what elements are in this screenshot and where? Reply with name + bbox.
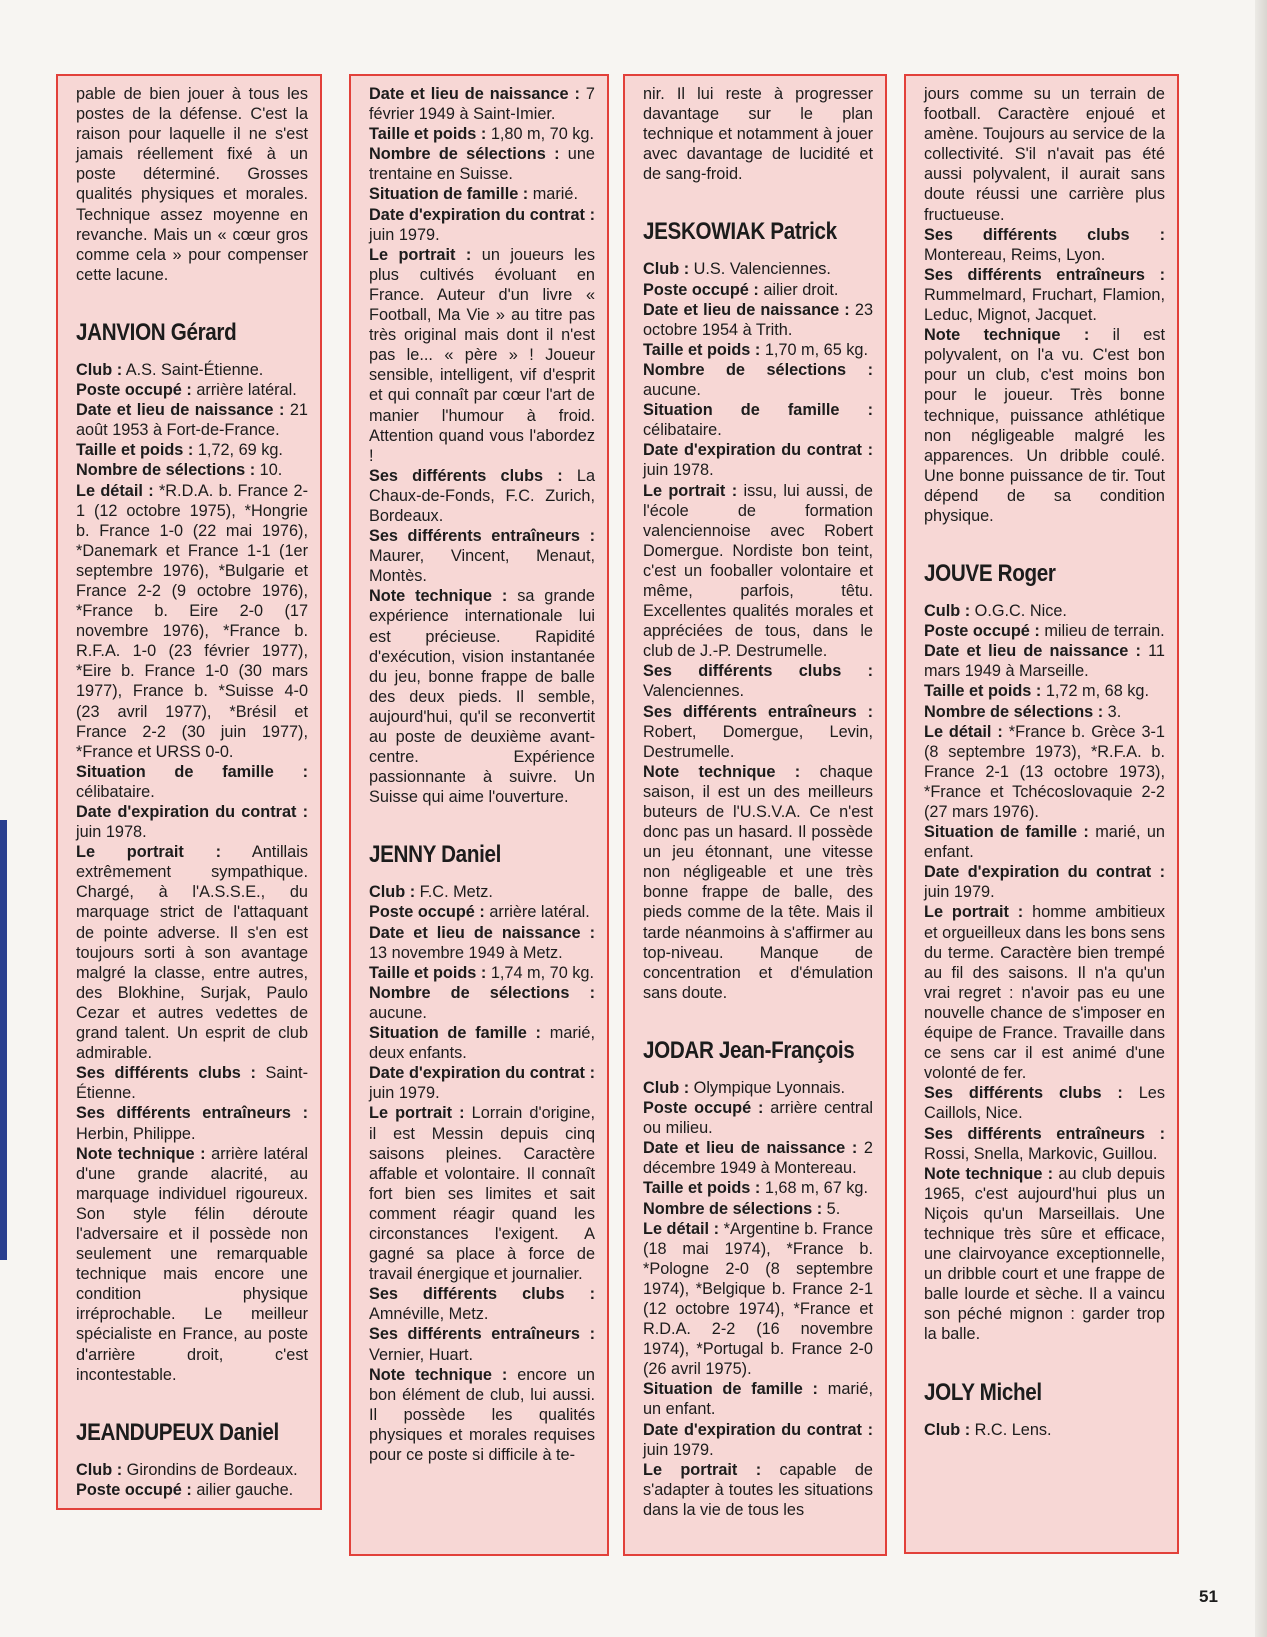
field-label: Le portrait : bbox=[369, 245, 472, 264]
field-value: marié, un enfant. bbox=[924, 823, 1165, 862]
field-label: Taille et poids : bbox=[643, 1179, 761, 1198]
profile-field bbox=[369, 1063, 595, 1103]
profile-field bbox=[643, 259, 873, 279]
profile-field bbox=[643, 1138, 873, 1178]
profile-field bbox=[369, 882, 595, 902]
field-label: Situation de famille : bbox=[643, 401, 873, 420]
field-value: Vernier, Huart. bbox=[369, 1345, 474, 1364]
column-1 bbox=[56, 74, 322, 1510]
field-value: Valenciennes. bbox=[643, 682, 745, 701]
field-label: Le portrait : bbox=[924, 903, 1024, 922]
field-value: 3. bbox=[1103, 702, 1122, 721]
profile-field bbox=[76, 440, 308, 460]
field-value: arrière latéral d'une grande alacrité, au marquage individuel rigoureux. Son style félin déroute l'adversaire et il possède non seulement une remarquable technique mais encore une condition physique irréprochable. Le meilleur spécialiste en France, au poste d'arrière droit, c'est incontestable. bbox=[76, 1144, 308, 1384]
field-label: Le détail : bbox=[76, 481, 154, 500]
field-label: Date et lieu de naissance : bbox=[76, 401, 285, 420]
profile-field bbox=[643, 360, 873, 400]
field-value: Rossi, Snella, Markovic, Guillou. bbox=[924, 1144, 1158, 1163]
field-label: Nombre de sélections : bbox=[76, 461, 256, 480]
field-label: Club : bbox=[643, 1078, 690, 1097]
field-value: juin 1979. bbox=[643, 1440, 714, 1459]
profile-field bbox=[643, 1460, 873, 1520]
field-label: Poste occupé : bbox=[76, 1480, 192, 1499]
profile-field bbox=[369, 963, 595, 983]
profile-field bbox=[369, 205, 595, 245]
field-value: capable de s'adapter à toutes les situations dans la vie de tous les bbox=[643, 1460, 873, 1519]
field-value: 10. bbox=[255, 461, 283, 480]
column-3 bbox=[623, 74, 887, 1556]
profile-field bbox=[924, 822, 1165, 862]
profile-field bbox=[76, 1144, 308, 1385]
profile-field bbox=[924, 325, 1165, 526]
field-label: Ses différents entraîneurs : bbox=[643, 702, 873, 721]
field-label: Ses différents clubs : bbox=[924, 1084, 1123, 1103]
field-label: Situation de famille : bbox=[76, 762, 308, 781]
player-name-heading: JENNY Daniel bbox=[369, 841, 502, 869]
profile-field bbox=[924, 621, 1165, 641]
field-value: célibataire. bbox=[76, 782, 155, 801]
field-value: sa grande expérience internationale lui est précieuse. Rapidité d'exécution, vision instantanée du jeu, bonne frappe de balle des deux pieds. Il semble, aujourd'hui, qu'il se reconvertit au poste de deuxième avant-centre. Expérience passionnante à suivre. Un Suisse qui aime l'ouverture. bbox=[369, 587, 595, 807]
field-label: Club : bbox=[76, 360, 123, 379]
profile-field bbox=[369, 1103, 595, 1284]
profile-field bbox=[924, 1164, 1165, 1345]
field-label: Ses différents clubs : bbox=[76, 1064, 256, 1083]
profile-field bbox=[643, 1178, 873, 1198]
field-label: Date et lieu de naissance : bbox=[643, 300, 850, 319]
field-label: Club : bbox=[924, 1420, 971, 1439]
field-value: F.C. Metz. bbox=[415, 883, 493, 902]
field-label: Culb : bbox=[924, 602, 971, 621]
field-value: R.C. Lens. bbox=[970, 1420, 1052, 1439]
field-value: ailier droit. bbox=[758, 280, 839, 299]
field-value: 1,80 m, 70 kg. bbox=[486, 125, 595, 144]
field-value: 7 février 1949 à Saint-Imier. bbox=[369, 85, 595, 124]
field-value: 1,74 m, 70 kg. bbox=[486, 963, 595, 982]
field-label: Date et lieu de naissance : bbox=[369, 923, 595, 942]
profile-field bbox=[643, 440, 873, 480]
player-name-heading: JESKOWIAK Patrick bbox=[643, 218, 837, 246]
field-value: juin 1979. bbox=[369, 1084, 440, 1103]
field-value: marié, un enfant. bbox=[643, 1380, 873, 1419]
profile-field bbox=[369, 983, 595, 1023]
field-value: arrière latéral. bbox=[484, 903, 590, 922]
field-value: Herbin, Philippe. bbox=[76, 1124, 196, 1143]
profile-field bbox=[643, 762, 873, 1003]
field-value: aucune. bbox=[643, 381, 701, 400]
field-value: 5. bbox=[822, 1199, 841, 1218]
field-value: au club depuis 1965, c'est aujourd'hui plus un Niçois qu'un Marseillais. Une technique très sûre et efficace, une clairvoyance exceptionnelle, un dribble court et une frappe de balle lourde et sèche. Il a vaincu son péché mignon : garder trop la balle. bbox=[924, 1164, 1165, 1344]
profile-field bbox=[76, 380, 308, 400]
field-label: Le portrait : bbox=[369, 1104, 465, 1123]
profile-field bbox=[643, 1199, 873, 1219]
field-label: Date d'expiration du contrat : bbox=[924, 863, 1165, 882]
profile-field bbox=[924, 902, 1165, 1083]
profile-field bbox=[369, 1284, 595, 1324]
profile-field bbox=[369, 1023, 595, 1063]
field-value: juin 1978. bbox=[76, 823, 147, 842]
field-value: U.S. Valenciennes. bbox=[689, 260, 831, 279]
field-label: Note technique : bbox=[76, 1144, 206, 1163]
field-label: Nombre de sélections : bbox=[924, 702, 1104, 721]
player-name-heading: JANVION Gérard bbox=[76, 318, 237, 346]
profile-field bbox=[643, 1420, 873, 1460]
field-label: Poste occupé : bbox=[643, 280, 759, 299]
field-label: Date d'expiration du contrat : bbox=[643, 1420, 873, 1439]
profile-field bbox=[643, 1078, 873, 1098]
field-label: Ses différents entraîneurs : bbox=[369, 1325, 595, 1344]
continued-text: jours comme su un terrain de football. Caractère enjoué et amène. Toujours au service de la collectivité. S'il n'avait pas été aussi polyvalent, il aurait sans doute réussi une carrière plus fructueuse. bbox=[924, 85, 1165, 224]
field-value: milieu de terrain. bbox=[1039, 622, 1165, 641]
profile-field bbox=[643, 702, 873, 762]
profile-field bbox=[76, 400, 308, 440]
field-label: Ses différents clubs : bbox=[924, 225, 1165, 244]
profile-field bbox=[643, 1098, 873, 1138]
profile-field bbox=[369, 144, 595, 184]
field-value: issu, lui aussi, de l'école de formation valenciennoise avec Robert Domergue. Nordiste bon teint, c'est un fooballer volontaire et même, parfois, têtu. Excellentes qualités morales et appréciées de tous, dans le club de J.-P. Destrumelle. bbox=[643, 481, 873, 661]
profile-field bbox=[369, 466, 595, 526]
field-value: juin 1978. bbox=[643, 461, 714, 480]
field-value: 1,68 m, 67 kg. bbox=[760, 1179, 869, 1198]
field-value: Les Caillols, Nice. bbox=[924, 1084, 1165, 1123]
column-2 bbox=[349, 74, 609, 1556]
field-label: Situation de famille : bbox=[369, 1024, 541, 1043]
profile-field bbox=[76, 1063, 308, 1103]
field-label: Date et lieu de naissance : bbox=[643, 1139, 858, 1158]
field-label: Date d'expiration du contrat : bbox=[369, 1064, 595, 1083]
profile-field bbox=[76, 802, 308, 842]
field-label: Date et lieu de naissance : bbox=[369, 85, 580, 103]
field-value: célibataire. bbox=[643, 421, 722, 440]
continued-text: nir. Il lui reste à progresser davantage sur le plan technique et notamment à jouer avec davantage de lucidité et de sang-froid. bbox=[643, 85, 873, 184]
profile-field bbox=[76, 460, 308, 480]
profile-field bbox=[643, 481, 873, 662]
field-value: Amnéville, Metz. bbox=[369, 1305, 489, 1324]
field-label: Date d'expiration du contrat : bbox=[76, 803, 308, 821]
field-value: il est polyvalent, on l'a vu. C'est bon pour un club, c'est moins bon pour le joueur. Très bonne technique, puissance athlétique non négligeable malgré les apparences. Un dribble coulé. Une bonne puissance de tir. Tout dépend de sa condition physique. bbox=[924, 326, 1165, 525]
field-label: Nombre de sélections : bbox=[643, 1199, 823, 1218]
field-label: Taille et poids : bbox=[643, 340, 761, 359]
field-label: Ses différents clubs : bbox=[369, 466, 563, 485]
field-label: Poste occupé : bbox=[76, 381, 192, 400]
field-value: juin 1979. bbox=[369, 225, 440, 244]
field-value: chaque saison, il est un des meilleurs buteurs de l'U.S.V.A. Ce n'est donc pas un hasard. Il possède un jeu étonnant, une vitesse non négligeable et une très bonne frappe de balle, des pieds comme de la tête. Mais il tarde néanmoins à s'affirmer au top-niveau. Manque de concentration et d'émulation sans doute. bbox=[643, 762, 873, 1002]
field-label: Poste occupé : bbox=[369, 903, 485, 922]
profile-field bbox=[76, 1103, 308, 1143]
field-value: 1,70 m, 65 kg. bbox=[760, 340, 869, 359]
profile-field bbox=[924, 702, 1165, 722]
field-label: Situation de famille : bbox=[369, 185, 529, 204]
profile-field bbox=[643, 340, 873, 360]
field-value: Girondins de Bordeaux. bbox=[122, 1460, 298, 1479]
continued-text: pable de bien jouer à tous les postes de la défense. C'est la raison pour laquelle il ne s'est jamais réellement fixé à un poste déterminé. Grosses qualités physiques et morales. Technique assez moyenne en revanche. Mais un « cœur gros comme cela » pour compenser cette lacune. bbox=[76, 85, 308, 284]
field-value: marié, deux enfants. bbox=[369, 1024, 595, 1063]
player-name-heading: JOLY Michel bbox=[924, 1378, 1042, 1406]
page-edge bbox=[1255, 0, 1267, 1637]
field-value: 21 août 1953 à Fort-de-France. bbox=[76, 401, 308, 440]
profile-field bbox=[369, 124, 595, 144]
field-value: arrière central ou milieu. bbox=[643, 1099, 873, 1138]
field-value: homme ambitieux et orgueilleux dans les bons sens du terme. Caractère bien trempé au fil des saisons. Il n'a qu'un vrai regret : n'avoir pas eu une nouvelle chance de s'imposer en équipe de France. Travaille dans ce sens car il est animé d'une volonté de fer. bbox=[924, 903, 1165, 1083]
profile-field bbox=[924, 722, 1165, 822]
field-label: Ses différents clubs : bbox=[369, 1285, 595, 1304]
field-label: Nombre de sélections : bbox=[369, 983, 595, 1002]
profile-field bbox=[643, 300, 873, 340]
field-label: Ses différents clubs : bbox=[643, 662, 873, 681]
field-value: 11 mars 1949 à Marseille. bbox=[924, 642, 1165, 681]
field-label: Ses différents entraîneurs : bbox=[369, 527, 595, 546]
field-value: *France b. Grèce 3-1 (8 septembre 1973), *R.F.A. b. France 2-1 (13 octobre 1973), *France et Tchécoslovaquie 2-2 (27 mars 1976). bbox=[924, 722, 1165, 821]
field-value: Montereau, Reims, Lyon. bbox=[924, 245, 1106, 264]
profile-field bbox=[924, 1083, 1165, 1123]
profile-field bbox=[369, 245, 595, 466]
field-label: Ses différents entraîneurs : bbox=[924, 265, 1165, 284]
profile-field bbox=[369, 526, 595, 586]
field-value: ailier gauche. bbox=[191, 1480, 294, 1499]
profile-field bbox=[924, 601, 1165, 621]
field-value: Saint-Étienne. bbox=[76, 1064, 308, 1103]
field-value: *Argentine b. France (18 mai 1974), *France b. *Pologne 2-0 (8 septembre 1974), *Belgique b. France 2-1 (12 octobre 1974), *France et R.D.A. 2-2 (16 novembre 1974), *Portugal b. France 2-0 (26 avril 1975). bbox=[643, 1219, 873, 1379]
field-value: O.G.C. Nice. bbox=[970, 602, 1067, 621]
field-label: Le détail : bbox=[924, 722, 1003, 741]
profile-field bbox=[924, 225, 1165, 265]
field-value: 2 décembre 1949 à Montereau. bbox=[643, 1139, 873, 1178]
field-label: Date d'expiration du contrat : bbox=[643, 441, 873, 460]
field-value: arrière latéral. bbox=[191, 381, 297, 400]
field-label: Poste occupé : bbox=[924, 622, 1040, 641]
profile-field bbox=[76, 360, 308, 380]
field-value: La Chaux-de-Fonds, F.C. Zurich, Bordeaux. bbox=[369, 466, 595, 525]
field-label: Taille et poids : bbox=[369, 963, 487, 982]
field-value: 13 novembre 1949 à Metz. bbox=[369, 943, 563, 962]
profile-field bbox=[369, 84, 595, 124]
field-label: Note technique : bbox=[369, 1365, 508, 1384]
field-label: Club : bbox=[76, 1460, 123, 1479]
field-label: Le détail : bbox=[643, 1219, 720, 1238]
field-label: Taille et poids : bbox=[924, 682, 1042, 701]
profile-field bbox=[76, 481, 308, 762]
field-label: Situation de famille : bbox=[643, 1380, 818, 1399]
profile-field bbox=[924, 265, 1165, 325]
field-label: Taille et poids : bbox=[76, 441, 194, 460]
field-value: une trentaine en Suisse. bbox=[369, 145, 595, 184]
field-label: Club : bbox=[369, 883, 416, 902]
profile-field bbox=[76, 1460, 308, 1480]
profile-field bbox=[643, 661, 873, 701]
field-value: Maurer, Vincent, Menaut, Montès. bbox=[369, 547, 595, 586]
profile-field bbox=[76, 842, 308, 1063]
field-label: Situation de famille : bbox=[924, 823, 1089, 842]
field-value: un joueurs les plus cultivés évoluant en France. Auteur d'un livre « Football, Ma Vie » au titre pas très original mais dont il n'est pas le... « père » ! Joueur sensible, intelligent, vif d'esprit et qui connaît par cœur l'art de manier l'humour à froid. Attention quand vous l'abordez ! bbox=[369, 245, 595, 465]
field-value: Lorrain d'origine, il est Messin depuis cinq saisons pleines. Caractère affable et volontaire. Il connaît fort bien ses limites et sait comment réagir quand les circonstances l'exigent. A gagné sa place à force de travail énergique et journalier. bbox=[369, 1104, 595, 1284]
profile-field bbox=[924, 681, 1165, 701]
field-value: *R.D.A. b. France 2-1 (12 octobre 1975), *Hongrie b. France 1-0 (22 mai 1976), *Danemark et France 1-1 (1er septembre 1976), *Bulgarie et France 2-2 (9 octobre 1976), *France b. Eire 2-0 (17 novembre 1976), *France b. R.F.A. 1-0 (23 février 1977), *Eire b. France 1-0 (30 mars 1977), France b. *Suisse 4-0 (23 avril 1977), *Brésil et France 2-2 (30 juin 1977), *France et URSS 0-0. bbox=[76, 481, 308, 761]
field-label: Ses différents entraîneurs : bbox=[76, 1104, 308, 1123]
field-value: encore un bon élément de club, lui aussi. Il possède les qualités physiques et morales requises pour ce poste si difficile à te- bbox=[369, 1365, 595, 1464]
field-value: juin 1979. bbox=[924, 883, 995, 902]
profile-field bbox=[643, 1219, 873, 1380]
field-value: 1,72 m, 68 kg. bbox=[1041, 682, 1150, 701]
field-value: Rummelmard, Fruchart, Flamion, Leduc, Mignot, Jacquet. bbox=[924, 285, 1165, 325]
field-label: Date d'expiration du contrat : bbox=[369, 205, 595, 224]
field-label: Note technique : bbox=[924, 1164, 1054, 1183]
field-value: aucune. bbox=[369, 1003, 427, 1022]
field-label: Nombre de sélections : bbox=[369, 145, 560, 164]
player-name-heading: JODAR Jean-François bbox=[643, 1036, 855, 1064]
field-value: marié. bbox=[528, 185, 578, 204]
profile-field bbox=[643, 1379, 873, 1419]
profile-field bbox=[369, 902, 595, 922]
field-label: Note technique : bbox=[643, 762, 801, 781]
profile-field bbox=[369, 184, 595, 204]
field-value: 1,72, 69 kg. bbox=[193, 441, 283, 460]
field-value: Antillais extrêmement sympathique. Chargé, à l'A.S.S.E., du marquage strict de l'attaquant de pointe adverse. Il s'en est toujours sorti à son avantage malgré la classe, entre autres, des Blokhine, Surjak, Paulo Cezar et autres vedettes de grand talent. Un esprit de club admirable. bbox=[76, 843, 308, 1063]
player-name-heading: JOUVE Roger bbox=[924, 560, 1056, 588]
profile-field bbox=[76, 1480, 308, 1500]
profile-field bbox=[924, 1124, 1165, 1164]
profile-field bbox=[924, 862, 1165, 902]
field-label: Date et lieu de naissance : bbox=[924, 642, 1141, 661]
column-4 bbox=[904, 74, 1179, 1554]
profile-field bbox=[369, 1324, 595, 1364]
profile-field bbox=[643, 400, 873, 440]
field-label: Ses différents entraîneurs : bbox=[924, 1124, 1165, 1143]
field-label: Le portrait : bbox=[643, 481, 738, 500]
player-name-heading: JEANDUPEUX Daniel bbox=[76, 1418, 279, 1446]
field-label: Le portrait : bbox=[76, 843, 221, 862]
profile-field bbox=[924, 641, 1165, 681]
profile-field bbox=[369, 1365, 595, 1465]
field-label: Le portrait : bbox=[643, 1460, 762, 1479]
field-value: A.S. Saint-Étienne. bbox=[122, 360, 264, 379]
field-value: Olympique Lyonnais. bbox=[689, 1078, 846, 1097]
profile-field bbox=[369, 586, 595, 807]
profile-field bbox=[643, 280, 873, 300]
page-number: 51 bbox=[1199, 1587, 1218, 1606]
field-label: Note technique : bbox=[369, 587, 508, 606]
field-label: Club : bbox=[643, 260, 690, 279]
field-label: Nombre de sélections : bbox=[643, 360, 873, 379]
binding-edge bbox=[0, 820, 7, 1260]
field-label: Poste occupé : bbox=[643, 1099, 764, 1118]
field-value: 23 octobre 1954 à Trith. bbox=[643, 300, 873, 339]
profile-field bbox=[76, 762, 308, 802]
field-value: Robert, Domergue, Levin, Destrumelle. bbox=[643, 722, 873, 761]
profile-field bbox=[924, 1420, 1165, 1440]
field-label: Note technique : bbox=[924, 326, 1090, 345]
profile-field bbox=[369, 923, 595, 963]
field-label: Taille et poids : bbox=[369, 125, 487, 144]
